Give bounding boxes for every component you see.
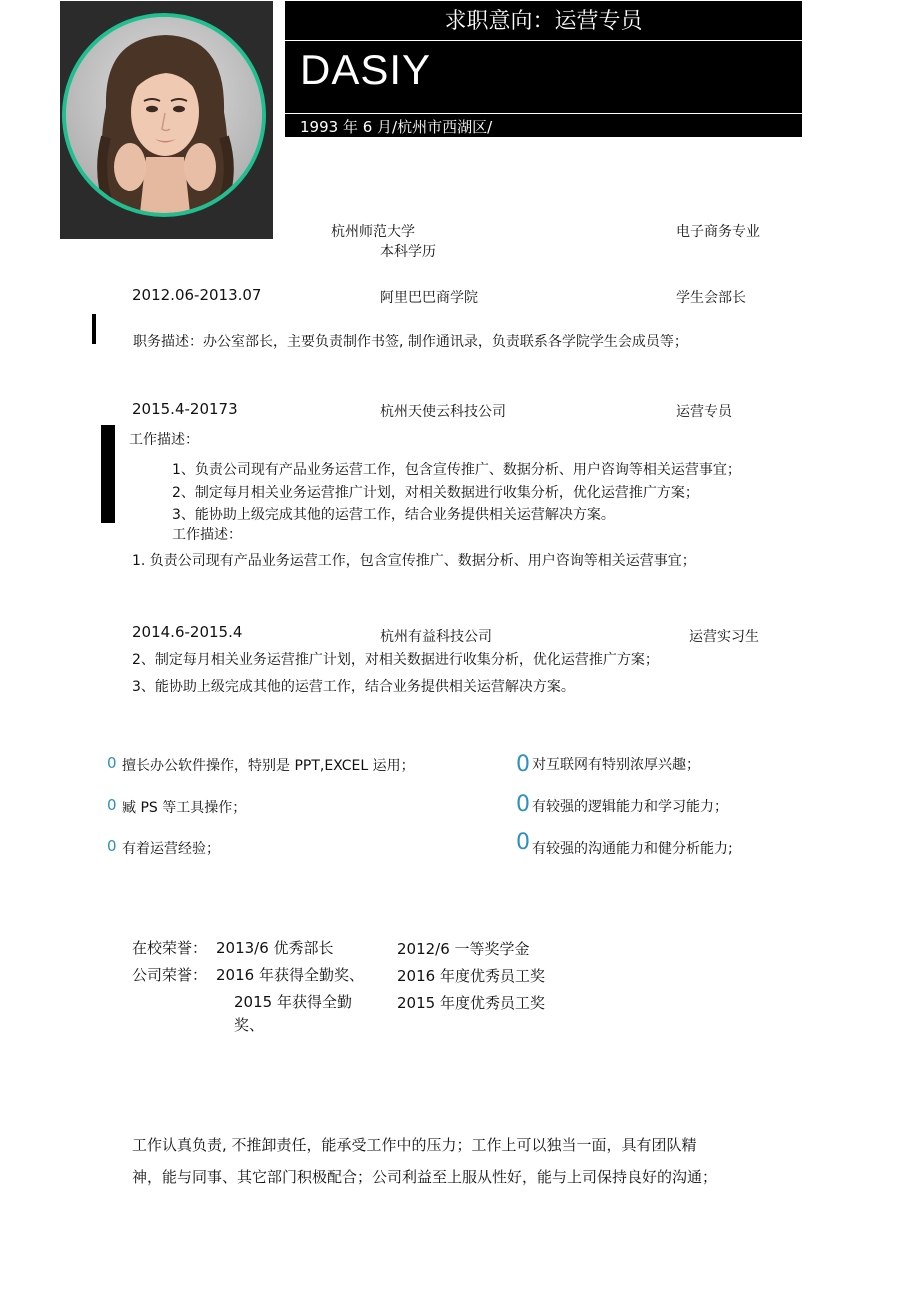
honor-company-item: 2015 年获得全勤 [234, 993, 352, 1011]
education-major: 电子商务专业 [676, 224, 760, 240]
section-marker [92, 314, 96, 344]
section-marker [101, 425, 115, 523]
honor-company-item: 2015 年度优秀员工奖 [397, 994, 545, 1012]
job2-item: 3、能协助上级完成其他的运营工作，结合业务提供相关运营解决方案。 [132, 679, 575, 695]
job1-item-extra: 1. 负责公司现有产品业务运营工作，包含宣传推广、数据分析、用户咨询等相关运营事宜； [132, 553, 696, 569]
candidate-name: DASIY [300, 46, 432, 93]
campus-date: 2012.06-2013.07 [132, 286, 262, 304]
skill-bullet: 0 [516, 792, 530, 817]
skill-bullet: 0 [107, 796, 117, 814]
education-degree: 本科学历 [380, 244, 436, 260]
honor-school-item: 2012/6 一等奖学金 [397, 940, 530, 958]
job1-company: 杭州天使云科技公司 [380, 404, 506, 420]
self-evaluation-line: 神，能与同事、其它部门积极配合；公司利益至上服从性好，能与上司保持良好的沟通； [132, 1168, 718, 1186]
job1-item: 3、能协助上级完成其他的运营工作，结合业务提供相关运营解决方案。 [172, 507, 615, 523]
campus-org: 阿里巴巴商学院 [380, 290, 478, 306]
job-intent: 求职意向：运营专员 [444, 9, 643, 34]
job2-company: 杭州有益科技公司 [380, 629, 492, 645]
skill-bullet: 0 [516, 752, 530, 777]
honor-company-item: 2016 年获得全勤奖、 [216, 966, 364, 984]
skill-bullet: 0 [107, 837, 117, 855]
honor-school-item: 2013/6 优秀部长 [216, 939, 334, 957]
honor-company-item-cont: 奖、 [234, 1016, 265, 1034]
skill-item: 臧 PS 等工具操作； [122, 800, 247, 816]
job1-role: 运营专员 [676, 404, 732, 420]
job2-date: 2014.6-2015.4 [132, 623, 243, 641]
self-evaluation-line: 工作认真负责, 不推卸责任，能承受工作中的压力；工作上可以独当一面，具有团队精 [132, 1136, 697, 1154]
honor-company-label: 公司荣誉： [132, 966, 208, 984]
job1-item: 1、负责公司现有产品业务运营工作，包含宣传推广、数据分析、用户咨询等相关运营事宜； [172, 462, 741, 478]
portrait-illustration [66, 17, 262, 213]
skill-item: 有较强的逻辑能力和学习能力； [532, 799, 728, 815]
honor-school-label: 在校荣誉： [132, 939, 208, 957]
skill-item: 对互联网有特别浓厚兴趣； [532, 757, 700, 773]
job1-date: 2015.4-20173 [132, 400, 238, 418]
skill-bullet: 0 [516, 830, 530, 855]
job1-desc-label: 工作描述： [129, 432, 199, 448]
honor-company-item: 2016 年度优秀员工奖 [397, 967, 545, 985]
education-school: 杭州师范大学 [331, 224, 415, 240]
job1-item: 2、制定每月相关业务运营推广计划，对相关数据进行收集分析，优化运营推广方案； [172, 485, 699, 501]
skill-item: 有较强的沟通能力和健分析能力; [532, 841, 733, 857]
profile-photo [60, 1, 273, 239]
skill-bullet: 0 [107, 754, 117, 772]
birth-location: 1993 年 6 月/杭州市西湖区/ [300, 118, 493, 136]
job2-item: 2、制定每月相关业务运营推广计划，对相关数据进行收集分析，优化运营推广方案； [132, 652, 659, 668]
skill-item: 擅长办公软件操作，特别是 PPT,EXCEL 运用； [122, 758, 415, 774]
campus-role: 学生会部长 [676, 290, 746, 306]
campus-desc: 职务描述：办公室部长，主要负责制作书签, 制作通讯录，负责联系各学院学生会成员等； [133, 334, 688, 350]
skill-item: 有着运营经验； [122, 841, 220, 857]
job2-role: 运营实习生 [689, 629, 759, 645]
avatar [62, 13, 266, 217]
job1-desc-label-2: 工作描述： [172, 527, 242, 543]
